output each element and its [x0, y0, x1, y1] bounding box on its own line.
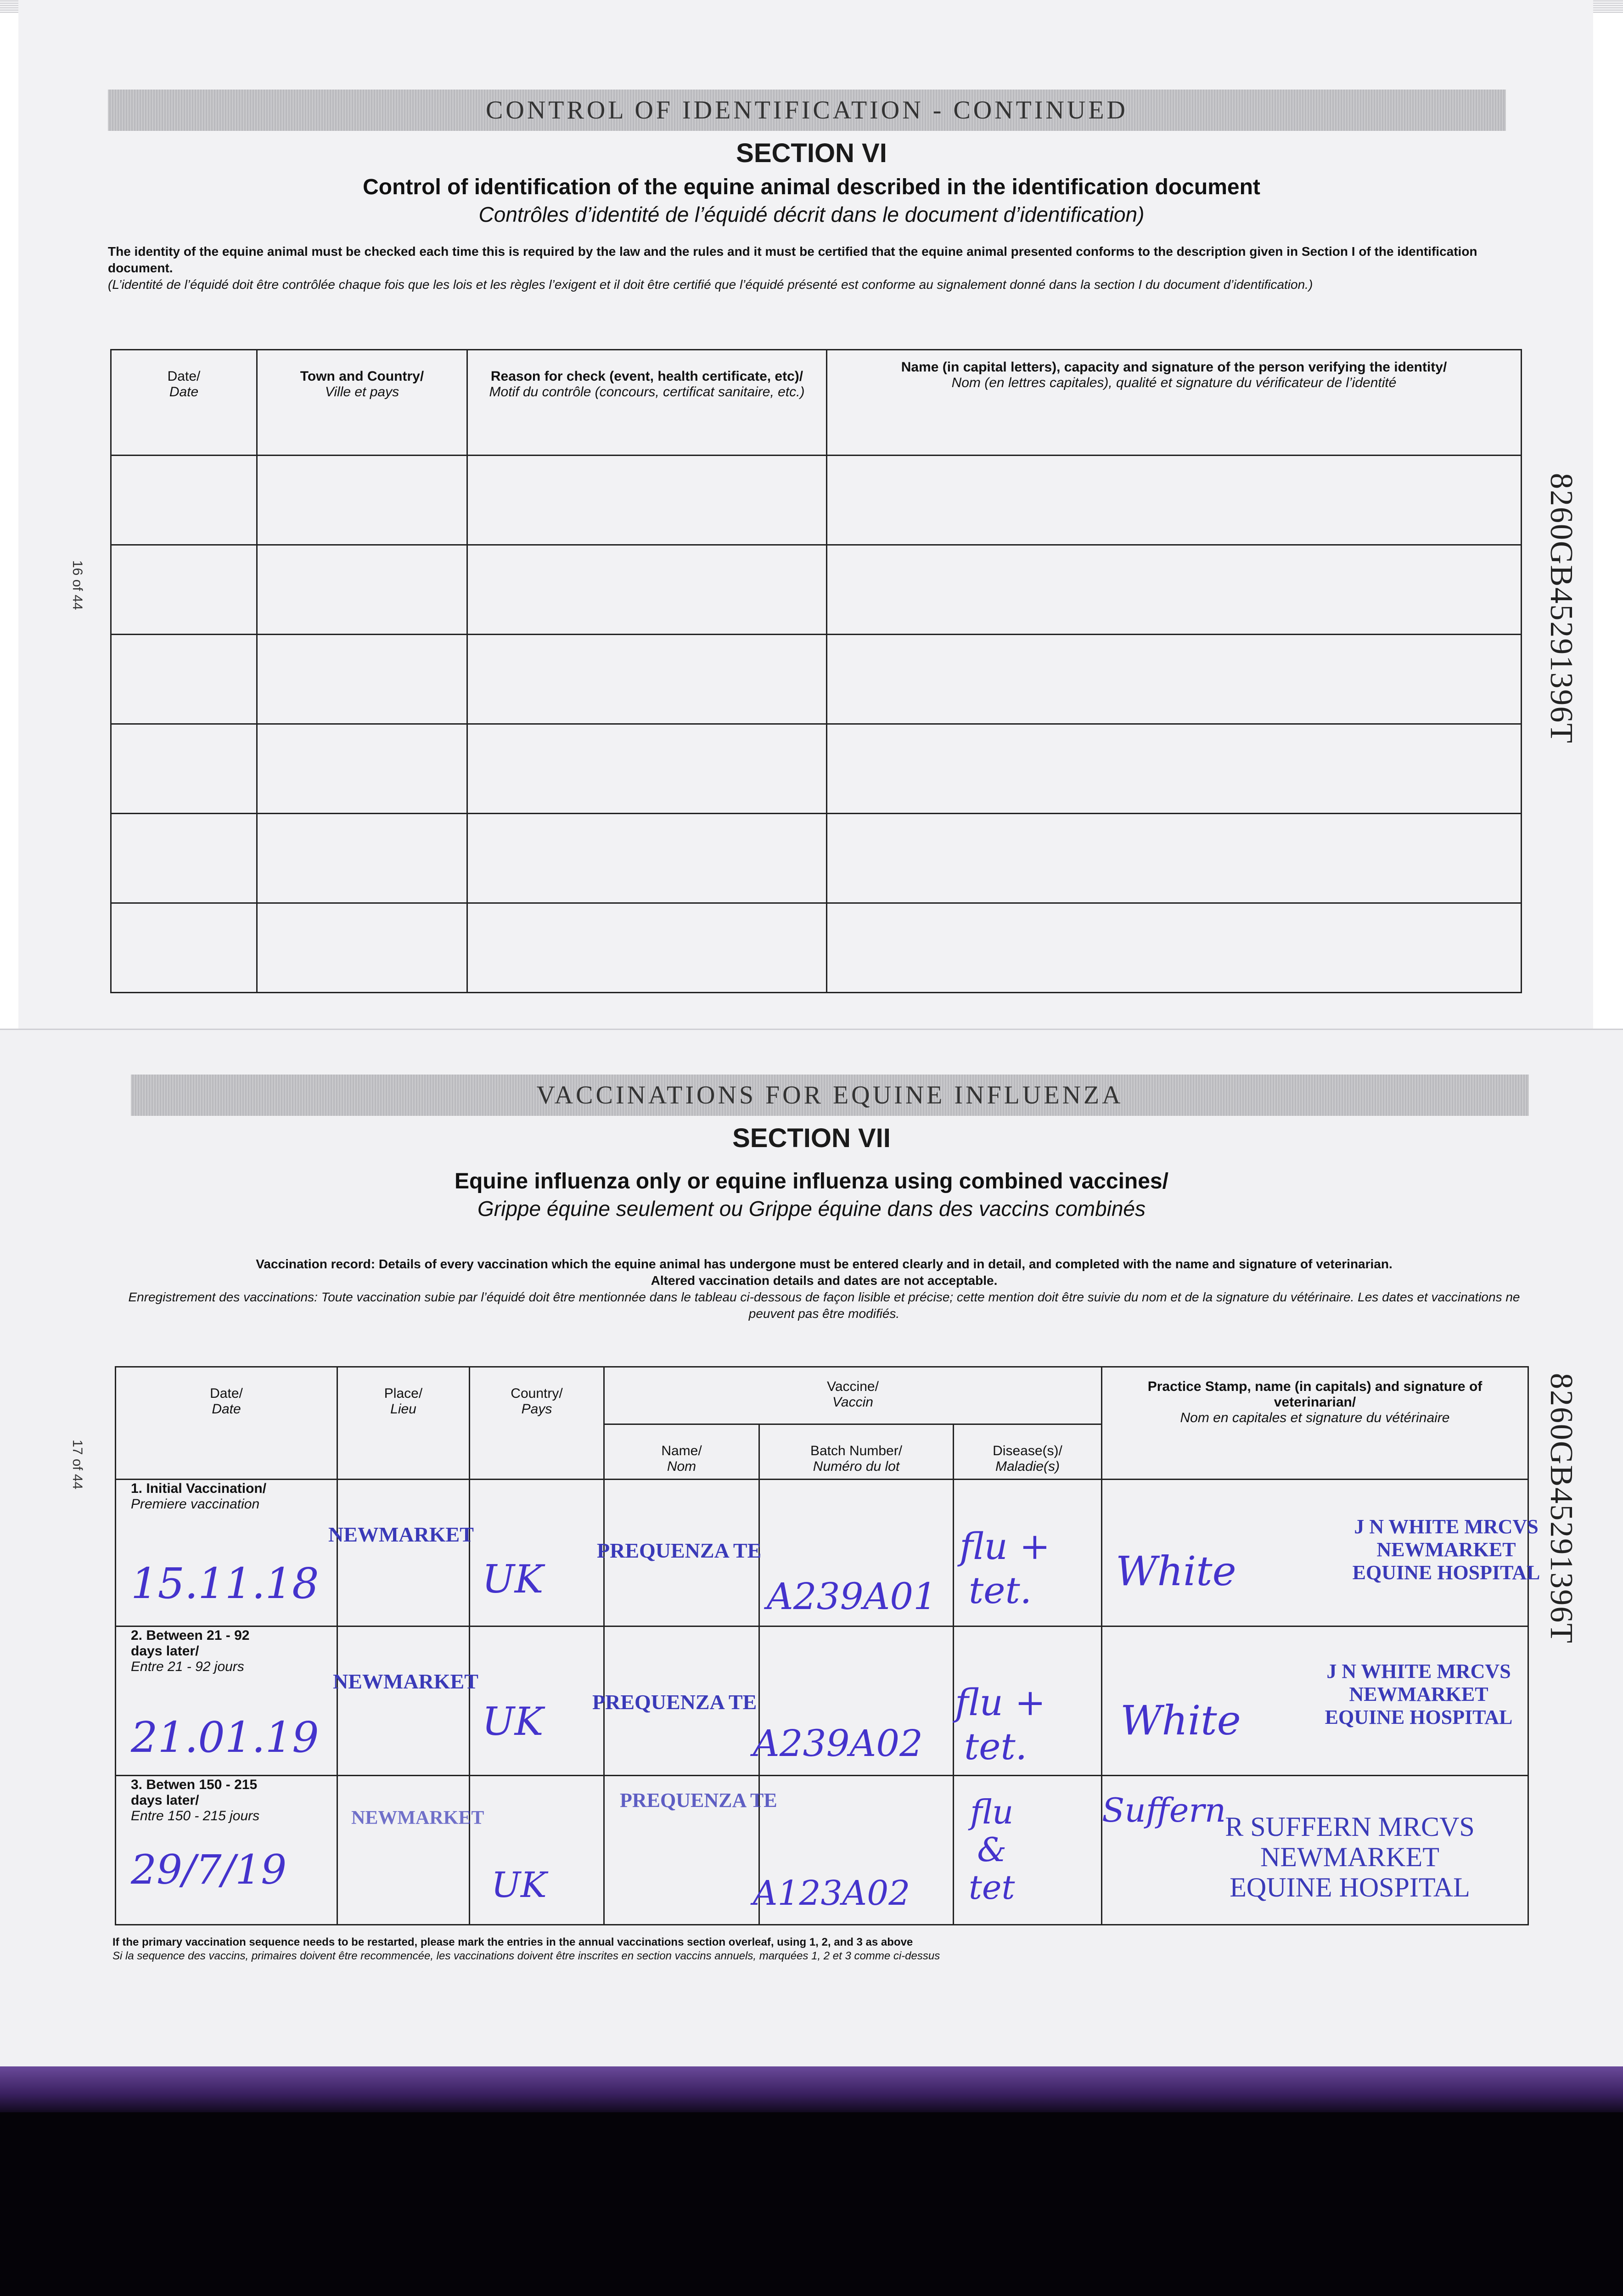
row3-stamp-line1: R SUFFERN MRCVS	[1225, 1812, 1475, 1842]
identity-check-header-row	[111, 350, 1522, 456]
vac-name-fr: Nom	[667, 1459, 696, 1474]
passport-serial-bottom: 8260GB45291396T	[1544, 1373, 1579, 1644]
vaccination-footnote	[112, 1936, 1536, 1963]
row2-country: UK	[482, 1699, 544, 1744]
country-fr: Pays	[521, 1401, 552, 1417]
row1-practice-stamp	[1341, 1515, 1552, 1584]
row1-place-stamp: NEWMARKET	[328, 1523, 474, 1546]
identity-check-row	[111, 724, 1522, 814]
town-cell[interactable]	[257, 724, 467, 814]
page-number-16: 16 of 44	[70, 560, 85, 610]
date-cell[interactable]	[111, 456, 257, 545]
section-vii-instructions-fr: Enregistrement des vaccinations: Toute vaccination subie par l’équidé doit être mentionnée dans le tableau ci-dessous de façon lisible et précise; cette mention doit être suivie du nom et de la signature du vétérinaire. Les dates et vaccinations ne peuvent pas être modifiés.	[128, 1290, 1520, 1321]
disease-en: Disease(s)/	[993, 1443, 1062, 1458]
col-name-fr: Nom (en lettres capitales), qualité et signature du vérificateur de l’identité	[951, 375, 1397, 390]
town-cell[interactable]	[257, 545, 467, 635]
country-en: Country/	[511, 1386, 563, 1401]
col-country-header	[470, 1367, 604, 1480]
row1-place-cell[interactable]	[337, 1480, 470, 1626]
verifier-cell[interactable]	[827, 456, 1522, 545]
col-vac-date-header	[116, 1367, 337, 1480]
col-stamp-header	[1102, 1367, 1528, 1480]
section-vii-band-text: VACCINATIONS FOR EQUINE INFLUENZA	[536, 1081, 1123, 1109]
row3-disease-line2: &	[977, 1830, 1007, 1869]
row2-place-stamp: NEWMARKET	[333, 1670, 478, 1693]
row2-disease-line1: flu +	[955, 1681, 1046, 1724]
row2-signature: White	[1120, 1697, 1241, 1744]
section-vi-subtitle-fr: Contrôles d’identité de l’équidé décrit dans le document d’identification)	[478, 203, 1145, 226]
col-town-fr: Ville et pays	[325, 384, 399, 400]
passport-serial-top: 8260GB45291396T	[1544, 473, 1579, 744]
row2-place-cell[interactable]	[337, 1626, 470, 1776]
town-cell[interactable]	[257, 635, 467, 724]
section-vi-title: SECTION VI	[736, 138, 887, 168]
row1-batch: A239A01	[767, 1575, 937, 1618]
reason-cell[interactable]	[467, 635, 827, 724]
town-cell[interactable]	[257, 903, 467, 993]
row1-label-en: 1. Initial Vaccination/	[131, 1481, 267, 1496]
row2-stamp-line1: J N WHITE MRCVS	[1326, 1660, 1511, 1683]
row2-disease	[955, 1681, 1045, 1769]
verifier-cell[interactable]	[827, 724, 1522, 814]
footnote-en: If the primary vaccination sequence needs to be restarted, please mark the entries in the annual vaccinations section overleaf, using 1, 2, and 3 as above	[112, 1936, 913, 1948]
row1-country: UK	[482, 1557, 544, 1602]
section-vii-subtitle-fr: Grippe équine seulement ou Grippe équine dans des vaccins combinés	[477, 1197, 1146, 1221]
section-vi-subtitle-en: Control of identification of the equine animal described in the identification document	[363, 175, 1260, 199]
row2-disease-line2: tet.	[964, 1725, 1028, 1768]
row3-practice-stamp	[1185, 1812, 1515, 1902]
date-cell[interactable]	[111, 545, 257, 635]
row3-stamp-line3: EQUINE HOSPITAL	[1230, 1872, 1470, 1902]
col-vaccine-header	[604, 1367, 1102, 1424]
section-vii-instructions-en-1: Vaccination record: Details of every vaccination which the equine animal has undergone must be entered clearly and in detail, and completed with the name and signature of veterinarian.	[256, 1257, 1393, 1271]
col-date-fr: Date	[169, 384, 199, 400]
row1-vaccine-name-stamp: PREQUENZA TE	[597, 1539, 762, 1562]
row2-date: 21.01.19	[131, 1713, 319, 1762]
book-cover-edge	[0, 2066, 1623, 2112]
row3-vaccine-name-stamp: PREQUENZA TE	[620, 1789, 777, 1812]
row3-signature: Suffern	[1102, 1791, 1226, 1829]
verifier-cell[interactable]	[827, 545, 1522, 635]
section-vii-subtitle-en: Equine influenza only or equine influenza using combined vaccines/	[455, 1169, 1168, 1193]
col-town-header	[257, 350, 467, 456]
reason-cell[interactable]	[467, 814, 827, 903]
identity-check-row	[111, 456, 1522, 545]
row1-disease	[960, 1525, 1050, 1613]
col-reason-fr: Motif du contrôle (concours, certificat sanitaire, etc.)	[489, 384, 805, 400]
row1-label-fr: Premiere vaccination	[131, 1497, 260, 1512]
batch-en: Batch Number/	[810, 1443, 903, 1458]
section-vi-instructions-fr: (L’identité de l’équidé doit être contrôlée chaque fois que les lois et les règles l’exigent et il doit être certifié que l’équidé présenté est conforme au signalement donné dans la section I du document d’identification.)	[108, 277, 1313, 292]
row3-stamp-line2: NEWMARKET	[1260, 1842, 1439, 1872]
row1-country-cell[interactable]	[470, 1480, 604, 1626]
row3-place-stamp: NEWMARKET	[351, 1807, 484, 1829]
row2-vaccine-name-stamp: PREQUENZA TE	[592, 1690, 757, 1714]
identity-check-row	[111, 545, 1522, 635]
stamp-header-fr: Nom en capitales et signature du vétérinaire	[1180, 1410, 1450, 1425]
row3-date: 29/7/19	[131, 1846, 287, 1893]
row1-disease-line1: flu +	[960, 1525, 1050, 1568]
identity-check-row	[111, 814, 1522, 903]
reason-cell[interactable]	[467, 456, 827, 545]
col-place-header	[337, 1367, 470, 1480]
verifier-cell[interactable]	[827, 903, 1522, 993]
vac-date-en: Date/	[210, 1386, 243, 1401]
col-vac-name-header	[604, 1424, 759, 1480]
row3-disease	[969, 1793, 1015, 1906]
batch-fr: Numéro du lot	[813, 1459, 900, 1474]
section-vii-title: SECTION VII	[732, 1123, 891, 1153]
row2-practice-stamp	[1313, 1660, 1524, 1729]
identity-check-row	[111, 903, 1522, 993]
col-name-en: Name (in capital letters), capacity and signature of the person verifying the identity/	[901, 360, 1447, 375]
row1-disease-line2: tet.	[969, 1569, 1032, 1612]
section-vii-instructions	[124, 1256, 1524, 1322]
vaccine-en: Vaccine/	[827, 1379, 879, 1394]
col-date-header	[111, 350, 257, 456]
row2-batch: A239A02	[753, 1722, 923, 1765]
row2-label	[131, 1628, 269, 1675]
row3-label	[131, 1777, 282, 1824]
town-cell[interactable]	[257, 456, 467, 545]
col-town-en: Town and Country/	[300, 369, 424, 384]
date-cell[interactable]	[111, 635, 257, 724]
row1-stamp-line1: J N WHITE MRCVS	[1354, 1515, 1539, 1538]
page-number-17: 17 of 44	[70, 1440, 85, 1490]
row1-stamp-line3: EQUINE HOSPITAL	[1352, 1561, 1540, 1584]
footnote-fr: Si la sequence des vaccins, primaires doivent être recommencée, les vaccinations doivent être inscrites en section vaccins annuels, marquées 1, 2 et 3 comme ci-dessus	[112, 1950, 940, 1962]
verifier-cell[interactable]	[827, 814, 1522, 903]
reason-cell[interactable]	[467, 724, 827, 814]
row3-batch: A123A02	[753, 1874, 910, 1913]
row1-signature: White	[1116, 1548, 1236, 1595]
row2-label-en: 2. Between 21 - 92 days later/	[131, 1628, 250, 1659]
section-vi-band-text: CONTROL OF IDENTIFICATION - CONTINUED	[486, 96, 1128, 124]
date-cell[interactable]	[111, 903, 257, 993]
disease-fr: Maladie(s)	[995, 1459, 1060, 1474]
row2-stamp-line2: NEWMARKET	[1349, 1683, 1488, 1705]
row2-stamp-line3: EQUINE HOSPITAL	[1325, 1706, 1513, 1728]
row1-date: 15.11.18	[131, 1559, 319, 1608]
vac-name-en: Name/	[661, 1443, 702, 1458]
section-vi-band	[108, 90, 1506, 131]
row3-disease-line1: flu	[970, 1793, 1014, 1831]
vaccine-fr: Vaccin	[832, 1395, 873, 1410]
col-reason-header	[467, 350, 827, 456]
col-batch-header	[759, 1424, 954, 1480]
identity-check-row	[111, 635, 1522, 724]
row2-label-fr: Entre 21 - 92 jours	[131, 1659, 244, 1674]
row3-label-fr: Entre 150 - 215 jours	[131, 1808, 260, 1823]
col-disease-header	[954, 1424, 1102, 1480]
reason-cell[interactable]	[467, 545, 827, 635]
col-reason-en: Reason for check (event, health certificate, etc)/	[490, 369, 803, 384]
place-en: Place/	[384, 1386, 423, 1401]
stamp-header-en: Practice Stamp, name (in capitals) and signature of veterinarian/	[1147, 1379, 1483, 1410]
col-date-en: Date/	[167, 369, 201, 384]
section-vii-band	[131, 1075, 1529, 1116]
date-cell[interactable]	[111, 724, 257, 814]
col-name-header	[827, 350, 1522, 456]
vac-date-fr: Date	[212, 1401, 241, 1417]
reason-cell[interactable]	[467, 903, 827, 993]
row3-place-cell[interactable]	[337, 1776, 470, 1925]
identity-check-table	[110, 349, 1522, 993]
section-vi-instructions-en: The identity of the equine animal must be checked each time this is required by the law and the rules and it must be certified that the equine animal presented conforms to the description given in Section I of the identification document.	[108, 244, 1477, 275]
section-vii-instructions-en-2: Altered vaccination details and dates are not acceptable.	[651, 1273, 998, 1288]
date-cell[interactable]	[111, 814, 257, 903]
town-cell[interactable]	[257, 814, 467, 903]
verifier-cell[interactable]	[827, 635, 1522, 724]
row3-country: UK	[491, 1864, 547, 1905]
row3-label-en: 3. Betwen 150 - 215 days later/	[131, 1777, 258, 1808]
row1-label	[131, 1481, 324, 1512]
place-fr: Lieu	[390, 1401, 416, 1417]
row1-stamp-line2: NEWMARKET	[1376, 1538, 1516, 1561]
row3-disease-line3: tet	[969, 1868, 1015, 1907]
vaccination-header-row-1	[116, 1367, 1528, 1424]
section-vi-instructions	[108, 243, 1508, 293]
